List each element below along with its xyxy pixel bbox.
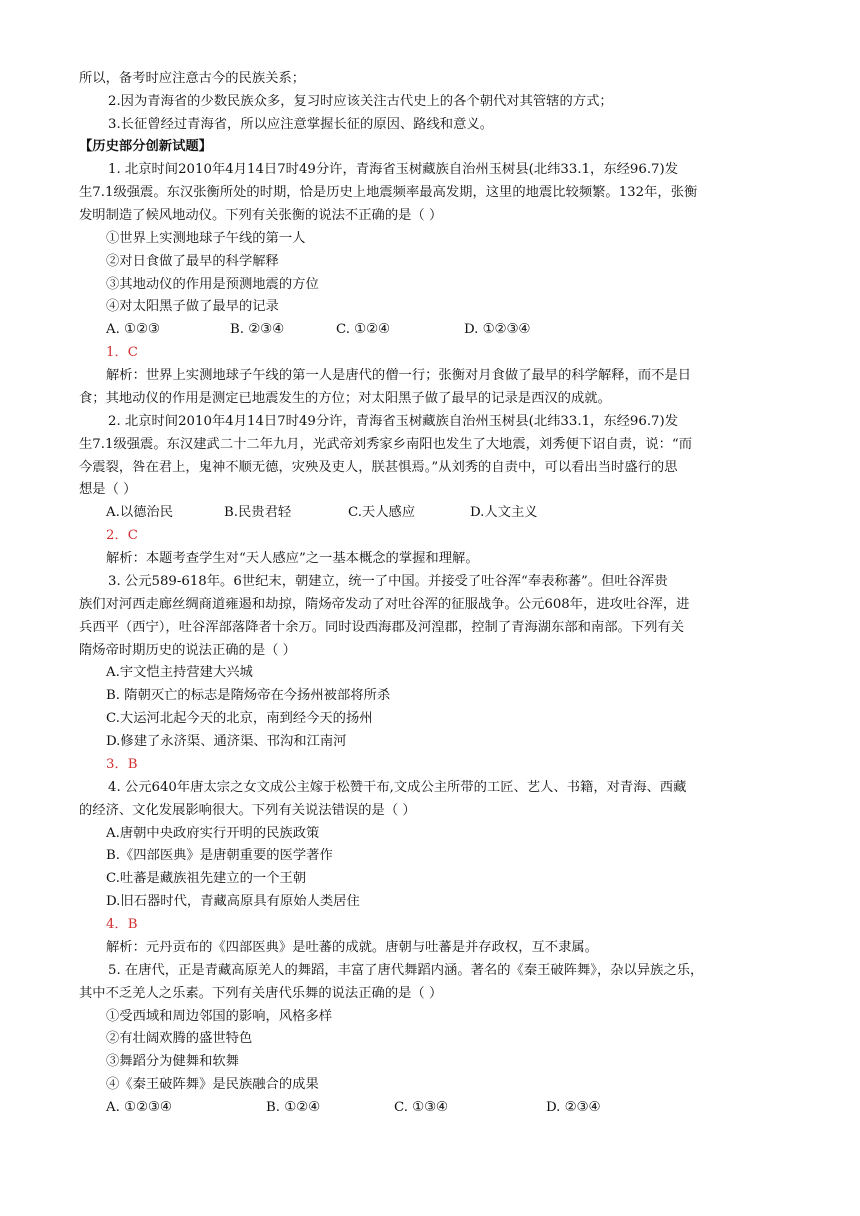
q5-option-c: C. ①③④ bbox=[394, 1100, 448, 1115]
q1-option-c: C. ①②④ bbox=[336, 322, 390, 337]
q5-option-b: B. ①②④ bbox=[266, 1100, 320, 1115]
q1-statement-4: ④对太阳黑子做了最早的记录 bbox=[106, 299, 279, 314]
intro-line-1: 所以，备考时应注意古今的民族关系； bbox=[79, 71, 306, 86]
q2-line-4: 想是（ ） bbox=[79, 482, 137, 497]
q3-line-1: 3. 公元589-618年。6世纪末，朝建立，统一了中国。并接受了吐谷浑“奉表称蕃”。但吐谷浑贵 bbox=[108, 574, 668, 589]
q1-option-d: D. ①②③④ bbox=[464, 322, 531, 337]
q1-options bbox=[106, 319, 811, 341]
q1-statement-1: ①世界上实测地球子午线的第一人 bbox=[106, 231, 306, 246]
q3-line-2: 族们对河西走廊丝绸商道雍遏和劫掠，隋炀帝发动了对吐谷浑的征服战争。公元608年，进攻吐谷浑，进 bbox=[79, 597, 690, 612]
q3-line-4: 隋炀帝时期历史的说法正确的是（ ） bbox=[79, 643, 296, 658]
q2-answer: 2．C bbox=[106, 528, 138, 543]
q3-option-c: C.大运河北起今天的北京，南到经今天的扬州 bbox=[106, 711, 373, 726]
q2-option-d: D.人文主义 bbox=[470, 505, 538, 520]
q2-option-c: C.天人感应 bbox=[348, 505, 416, 520]
q5-option-d: D. ②③④ bbox=[546, 1100, 601, 1115]
intro-line-3: 3.长征曾经过青海省，所以应注意掌握长征的原因、路线和意义。 bbox=[108, 117, 493, 132]
q3-line-3: 兵西平（西宁），吐谷浑部落降者十余万。同时设西海郡及河湟郡，控制了青海湖东部和南部。下列有关 bbox=[79, 620, 685, 635]
q5-statement-1: ①受西域和周边邻国的影响，风格多样 bbox=[106, 1009, 333, 1024]
q4-option-c: C.吐蕃是藏族祖先建立的一个王朝 bbox=[106, 871, 307, 886]
q4-analysis-1: 解析：元丹贡布的《四部医典》是吐蕃的成就。唐朝与吐蕃是并存政权，互不隶属。 bbox=[106, 940, 598, 955]
q5-statement-4: ④《秦王破阵舞》是民族融合的成果 bbox=[106, 1077, 319, 1092]
q3-option-b: B. 隋朝灭亡的标志是隋炀帝在今扬州被部将所杀 bbox=[106, 688, 391, 703]
q2-analysis-1: 解析：本题考查学生对“天人感应”之一基本概念的掌握和理解。 bbox=[106, 551, 479, 566]
q4-option-a: A.唐朝中央政府实行开明的民族政策 bbox=[106, 826, 320, 841]
q5-options bbox=[106, 1097, 811, 1119]
q4-line-2: 的经济、文化发展影响很大。下列有关说法错误的是（ ） bbox=[79, 803, 416, 818]
q1-option-a: A. ①②③ bbox=[106, 322, 160, 337]
q3-answer: 3．B bbox=[106, 757, 138, 772]
q3-option-a: A.宇文恺主持营建大兴城 bbox=[106, 665, 253, 680]
q2-line-3: 今震裂，咎在君上，鬼神不顺无德，灾殃及吏人，朕甚惧焉。”从刘秀的自责中，可以看出当时盛行的思 bbox=[79, 460, 678, 475]
q5-statement-3: ③舞蹈分为健舞和软舞 bbox=[106, 1054, 239, 1069]
q4-option-b: B.《四部医典》是唐朝重要的医学著作 bbox=[106, 848, 333, 863]
q1-analysis-2: 食；其地动仪的作用是测定已地震发生的方位；对太阳黑子做了最早的记录是西汉的成就。 bbox=[79, 391, 611, 406]
q1-line-3: 发明制造了候风地动仪。下列有关张衡的说法不正确的是（ ） bbox=[79, 208, 443, 223]
q1-statement-2: ②对日食做了最早的科学解释 bbox=[106, 254, 279, 269]
q4-line-1: 4. 公元640年唐太宗之女文成公主嫁于松赞干布,文成公主所带的工匠、艺人、书籍，对青海、西藏 bbox=[108, 780, 687, 795]
q4-answer: 4．B bbox=[106, 917, 138, 932]
q5-line-2: 其中不乏羌人之乐素。下列有关唐代乐舞的说法正确的是（ ） bbox=[79, 986, 443, 1001]
section-title: 【历史部分创新试题】 bbox=[79, 139, 212, 154]
q1-line-2: 生7.1级强震。东汉张衡所处的时期，恰是历史上地震频率最高发期，这里的地震比较频繁。132年，张衡 bbox=[79, 185, 698, 200]
q4-option-d: D.旧石器时代，青藏高原具有原始人类居住 bbox=[106, 894, 360, 909]
q5-line-1: 5. 在唐代，正是青藏高原羌人的舞蹈，丰富了唐代舞蹈内涵。著名的《秦王破阵舞》，杂以异族之乐， bbox=[108, 963, 704, 978]
q1-option-b: B. ②③④ bbox=[230, 322, 284, 337]
q1-statement-3: ③其地动仪的作用是预测地震的方位 bbox=[106, 277, 319, 292]
q3-option-d: D.修建了永济渠、通济渠、邗沟和江南河 bbox=[106, 734, 347, 749]
q5-option-a: A. ①②③④ bbox=[106, 1100, 172, 1115]
q2-option-a: A.以德治民 bbox=[106, 505, 174, 520]
q1-answer: 1．C bbox=[106, 345, 138, 360]
intro-line-2: 2.因为青海省的少数民族众多，复习时应该关注古代史上的各个朝代对其管辖的方式； bbox=[108, 94, 613, 109]
q2-line-1: 2. 北京时间2010年4月14日7时49分许，青海省玉树藏族自治州玉树县(北纬33.1，东经96.7)发 bbox=[108, 414, 679, 429]
q1-analysis-1: 解析：世界上实测地球子午线的第一人是唐代的僧一行；张衡对月食做了最早的科学解释，而不是日 bbox=[106, 368, 692, 383]
q2-option-b: B.民贵君轻 bbox=[224, 505, 292, 520]
q5-statement-2: ②有壮阔欢腾的盛世特色 bbox=[106, 1031, 253, 1046]
q2-options bbox=[106, 502, 811, 524]
q1-line-1: 1. 北京时间2010年4月14日7时49分许，青海省玉树藏族自治州玉树县(北纬33.1，东经96.7)发 bbox=[108, 162, 679, 177]
q2-line-2: 生7.1级强震。东汉建武二十二年九月，光武帝刘秀家乡南阳也发生了大地震，刘秀便下诏自责，说：“而 bbox=[79, 437, 693, 452]
